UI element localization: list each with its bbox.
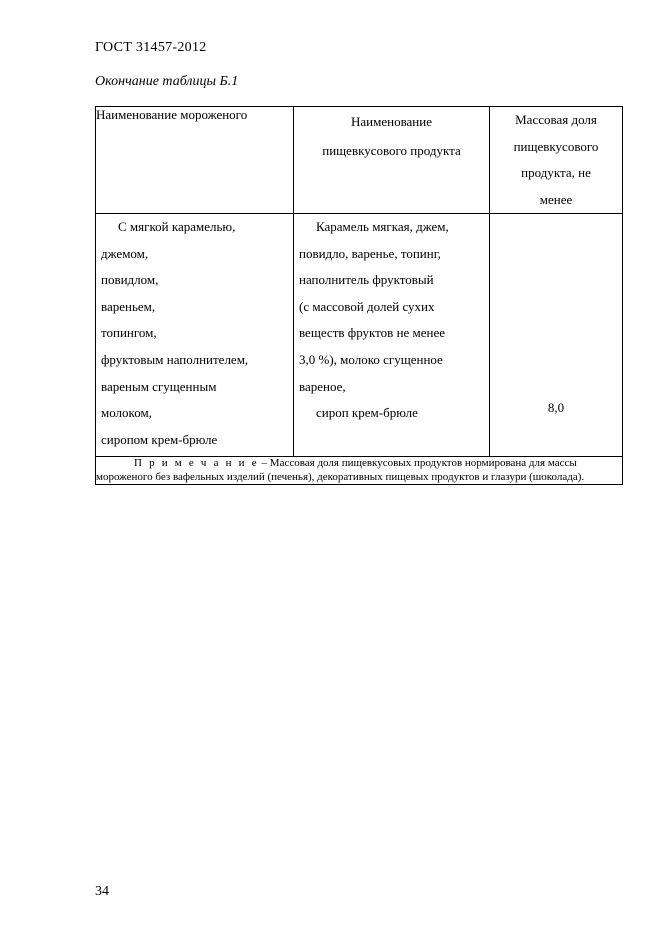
mass-fraction-value: 8,0	[547, 400, 565, 415]
header-ice-cream-name	[96, 107, 294, 214]
cell-line: топингом,	[101, 325, 157, 341]
table-header-row	[96, 107, 623, 214]
cell-line: Карамель мягкая, джем,	[316, 219, 449, 234]
cell-line: наполнитель фруктовый	[299, 272, 434, 288]
cell-line: фруктовым наполнителем,	[101, 351, 249, 367]
table-caption: Окончание таблицы Б.1	[95, 74, 239, 89]
cell-line: сироп крем-брюле	[316, 405, 418, 421]
cell-line: джемом,	[101, 245, 149, 261]
cell-line: сиропом крем-брюле	[101, 431, 218, 447]
header-line: Массовая доля	[515, 112, 597, 127]
header-mass-fraction	[490, 107, 623, 214]
note-text: – Массовая доля пищевкусовых продуктов нормирована для массы мороженого без вафельных изделий (печенья), декоративных пищевых продуктов и глазури (шоколада).	[96, 457, 585, 483]
page-number: 34	[95, 884, 109, 899]
header-product-name	[294, 107, 490, 214]
ice-cream-cell	[96, 214, 294, 457]
cell-line: повидлом,	[101, 272, 159, 288]
table-row	[96, 214, 623, 457]
cell-line: вареньем,	[101, 298, 156, 314]
note-label: П р и м е ч а н и е	[134, 457, 259, 469]
product-cell	[294, 214, 490, 457]
header-cell-label: Наименование мороженого	[96, 107, 248, 122]
header-line: Наименование	[351, 114, 432, 129]
cell-line: веществ фруктов не менее	[299, 325, 446, 341]
cell-line: (с массовой долей сухих	[299, 298, 435, 314]
table-note	[96, 457, 623, 485]
note-row	[96, 457, 623, 485]
cell-line: 3,0 %), молоко сгущенное	[299, 351, 443, 367]
cell-line: С мягкой карамелью,	[118, 219, 236, 234]
cell-line: повидло, варенье, топинг,	[299, 245, 441, 261]
data-table	[95, 106, 623, 485]
header-line: пищевкусового	[513, 138, 599, 154]
cell-line: вареное,	[299, 378, 346, 394]
header-line: менее	[539, 191, 573, 207]
cell-line: вареным сгущенным	[101, 378, 217, 394]
cell-line: молоком,	[101, 405, 152, 421]
header-line: продукта, не	[521, 165, 591, 180]
header-line: пищевкусового продукта	[322, 143, 461, 158]
document-code: ГОСТ 31457-2012	[95, 40, 207, 55]
mass-fraction-cell	[490, 214, 623, 457]
